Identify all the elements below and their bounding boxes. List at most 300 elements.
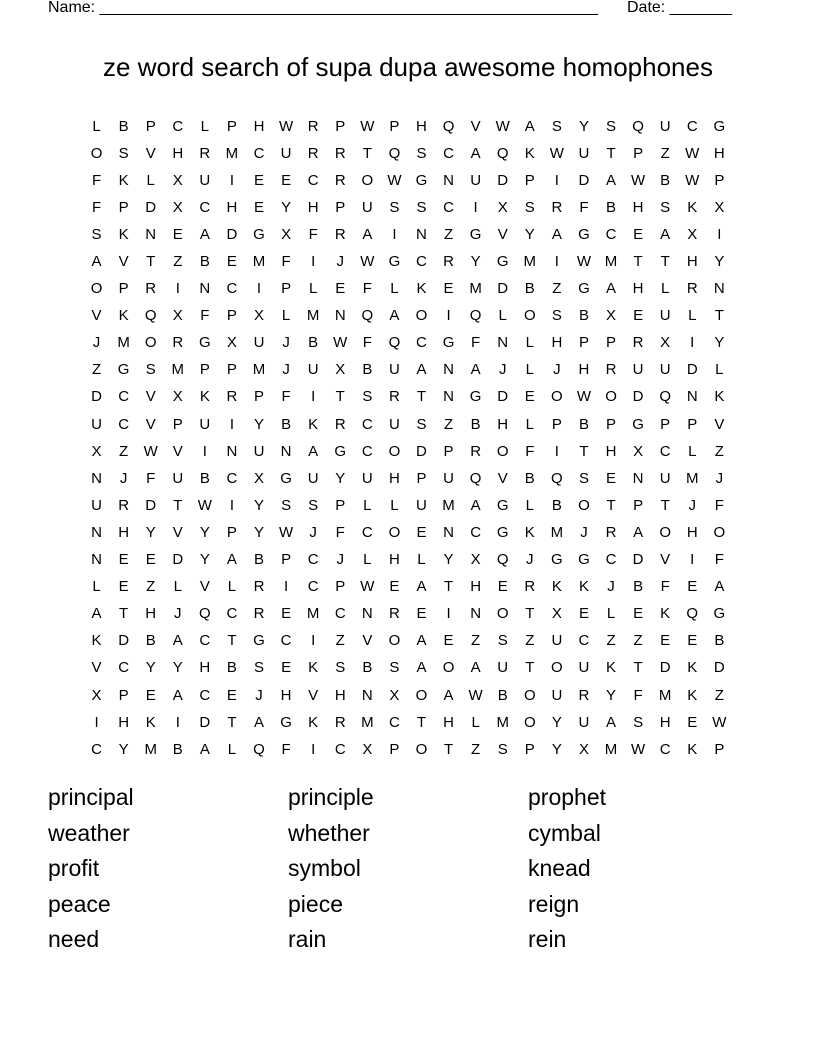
grid-letter: W	[631, 171, 646, 189]
word-list-item: piece	[288, 890, 343, 917]
grid-letter: D	[172, 551, 184, 569]
grid-letter: N	[443, 523, 454, 541]
grid-letter: A	[443, 686, 454, 704]
grid-row	[83, 547, 733, 574]
grid-letter: A	[416, 361, 427, 379]
grid-letter: I	[311, 632, 316, 650]
grid-letter: O	[361, 171, 374, 189]
grid-letter: K	[687, 686, 698, 704]
grid-letter: Q	[199, 605, 211, 623]
grid-letter: L	[661, 280, 670, 298]
grid-letter: W	[143, 442, 158, 460]
grid-letter: X	[172, 307, 183, 325]
grid-letter: Z	[525, 632, 535, 650]
grid-letter: C	[334, 605, 346, 623]
grid-letter: Q	[496, 551, 509, 569]
grid-letter: T	[416, 388, 427, 406]
grid-letter: J	[498, 361, 507, 379]
grid-letter: P	[199, 361, 210, 379]
grid-letter: G	[551, 551, 563, 569]
grid-letter: F	[335, 523, 345, 541]
grid-letter: I	[690, 551, 695, 569]
grid-letter: A	[606, 713, 617, 731]
grid-letter: U	[361, 469, 373, 487]
grid-letter: J	[92, 334, 101, 352]
grid-letter: P	[443, 442, 454, 460]
grid-letter: T	[119, 605, 129, 623]
grid-letter: V	[145, 144, 156, 162]
grid-letter: Z	[119, 442, 129, 460]
grid-letter: H	[713, 144, 725, 162]
name-field-label: Name: ________________________________________________________	[48, 0, 598, 16]
grid-letter: W	[685, 171, 700, 189]
grid-letter: O	[442, 659, 455, 677]
grid-letter: R	[334, 225, 346, 243]
grid-letter: U	[91, 415, 102, 433]
grid-letter: O	[713, 523, 726, 541]
grid-letter: U	[551, 632, 563, 650]
grid-letter: E	[172, 225, 183, 243]
grid-letter: C	[388, 713, 400, 731]
grid-letter: C	[659, 740, 671, 758]
grid-letter: E	[389, 578, 400, 596]
grid-letter: X	[362, 740, 373, 758]
word-list-item: cymbal	[528, 819, 601, 846]
grid-letter: P	[633, 144, 644, 162]
grid-letter: L	[363, 551, 372, 569]
grid-letter: X	[389, 686, 400, 704]
grid-letter: S	[281, 496, 292, 514]
grid-letter: Z	[660, 144, 670, 162]
grid-letter: K	[308, 659, 319, 677]
grid-letter: P	[172, 415, 183, 433]
grid-letter: N	[91, 469, 102, 487]
grid-letter: M	[306, 307, 320, 325]
grid-letter: V	[172, 523, 183, 541]
grid-letter: A	[633, 523, 644, 541]
grid-letter: S	[497, 632, 508, 650]
grid-letter: C	[307, 578, 319, 596]
grid-letter: N	[361, 605, 373, 623]
grid-letter: W	[468, 686, 483, 704]
grid-letter: F	[579, 198, 589, 216]
grid-letter: C	[172, 117, 184, 135]
grid-letter: P	[226, 307, 237, 325]
grid-letter: O	[415, 686, 428, 704]
grid-letter: D	[199, 713, 211, 731]
grid-letter: X	[226, 334, 237, 352]
grid-letter: Q	[469, 307, 482, 325]
grid-letter: G	[469, 388, 482, 406]
grid-letter: C	[199, 686, 211, 704]
grid-letter: N	[226, 442, 238, 460]
grid-row	[83, 438, 733, 465]
grid-letter: R	[307, 144, 319, 162]
word-list-item: prophet	[528, 784, 607, 810]
grid-letter: K	[91, 632, 102, 650]
grid-letter: R	[524, 578, 536, 596]
grid-letter: V	[497, 469, 508, 487]
grid-row	[83, 492, 733, 519]
grid-letter: G	[578, 551, 590, 569]
grid-letter: V	[91, 307, 102, 325]
word-list-item: need	[48, 926, 100, 953]
grid-letter: K	[308, 415, 319, 433]
grid-letter: L	[417, 551, 426, 569]
grid-letter: O	[578, 496, 590, 514]
grid-letter: H	[632, 280, 644, 298]
grid-letter: P	[551, 415, 562, 433]
grid-letter: C	[226, 469, 238, 487]
grid-letter: K	[524, 144, 535, 162]
grid-letter: V	[172, 442, 183, 460]
grid-letter: F	[91, 198, 102, 216]
grid-letter: H	[388, 469, 400, 487]
grid-letter: M	[361, 713, 374, 731]
grid-letter: E	[416, 523, 427, 541]
grid-letter: J	[336, 253, 344, 271]
grid-letter: P	[389, 117, 400, 135]
grid-letter: A	[416, 659, 427, 677]
grid-letter: R	[334, 144, 346, 162]
grid-letter: E	[281, 171, 292, 189]
grid-letter: P	[118, 280, 129, 298]
grid-row	[83, 167, 733, 194]
grid-letter: B	[660, 171, 671, 189]
grid-letter: S	[118, 144, 129, 162]
grid-letter: X	[578, 740, 589, 758]
grid-letter: T	[606, 144, 616, 162]
grid-letter: U	[632, 361, 644, 379]
grid-letter: P	[335, 117, 346, 135]
grid-letter: H	[659, 713, 671, 731]
grid-letter: J	[119, 469, 128, 487]
grid-letter: T	[714, 307, 724, 325]
grid-letter: S	[578, 469, 589, 487]
grid-letter: Q	[496, 144, 509, 162]
grid-letter: F	[281, 740, 291, 758]
grid-letter: O	[388, 523, 401, 541]
grid-letter: D	[686, 361, 698, 379]
grid-letter: P	[714, 171, 725, 189]
grid-letter: V	[199, 578, 210, 596]
grid-letter: N	[145, 225, 157, 243]
grid-letter: C	[118, 659, 130, 677]
grid-letter: X	[470, 551, 481, 569]
grid-letter: M	[117, 334, 130, 352]
grid-letter: T	[362, 144, 372, 162]
grid-letter: M	[171, 361, 185, 379]
word-list-item: whether	[288, 819, 370, 846]
grid-letter: F	[281, 388, 291, 406]
grid-letter: I	[446, 605, 451, 623]
grid-letter: I	[202, 442, 207, 460]
grid-letter: J	[336, 551, 344, 569]
grid-letter: P	[335, 198, 346, 216]
grid-letter: N	[497, 334, 509, 352]
grid-letter: V	[118, 253, 129, 271]
grid-letter: T	[227, 632, 237, 650]
grid-letter: C	[416, 334, 427, 352]
grid-letter: R	[443, 253, 454, 271]
grid-letter: H	[118, 713, 130, 731]
grid-letter: L	[525, 496, 534, 514]
grid-letter: J	[607, 578, 615, 596]
grid-letter: B	[145, 632, 156, 650]
grid-letter: X	[497, 198, 508, 216]
grid-letter: P	[714, 740, 725, 758]
grid-letter: H	[199, 659, 211, 677]
grid-letter: E	[226, 686, 237, 704]
grid-letter: T	[633, 253, 643, 271]
grid-letter: M	[225, 144, 239, 162]
grid-letter: C	[605, 551, 617, 569]
grid-letter: L	[525, 415, 534, 433]
grid-row	[83, 682, 733, 709]
grid-letter: E	[633, 605, 644, 623]
grid-letter: C	[470, 523, 482, 541]
grid-letter: U	[578, 659, 590, 677]
grid-letter: Y	[145, 523, 156, 541]
grid-letter: M	[686, 469, 699, 487]
grid-letter: M	[523, 253, 537, 271]
grid-letter: P	[226, 117, 237, 135]
grid-letter: S	[497, 740, 508, 758]
grid-letter: Z	[443, 225, 454, 243]
grid-letter: O	[496, 442, 509, 460]
grid-letter: P	[226, 523, 237, 541]
grid-letter: X	[714, 198, 725, 216]
grid-row	[83, 736, 733, 763]
grid-letter: J	[174, 605, 182, 623]
grid-letter: P	[687, 415, 698, 433]
date-field-label: Date: _______	[627, 0, 732, 16]
grid-letter: Q	[361, 307, 374, 325]
grid-letter: G	[253, 225, 265, 243]
grid-row	[83, 194, 733, 221]
grid-letter: M	[604, 253, 618, 271]
grid-letter: E	[687, 578, 698, 596]
grid-letter: K	[660, 605, 671, 623]
grid-letter: V	[714, 415, 725, 433]
grid-letter: C	[307, 171, 319, 189]
grid-letter: U	[199, 171, 211, 189]
grid-letter: P	[389, 740, 400, 758]
grid-letter: F	[362, 280, 372, 298]
grid-letter: G	[713, 605, 726, 623]
grid-letter: X	[91, 442, 102, 460]
grid-letter: P	[633, 496, 644, 514]
grid-letter: Q	[388, 334, 401, 352]
grid-letter: F	[91, 171, 102, 189]
grid-letter: U	[659, 117, 671, 135]
grid-letter: U	[443, 469, 454, 487]
grid-letter: R	[470, 442, 482, 460]
grid-letter: R	[388, 388, 400, 406]
grid-letter: Y	[524, 225, 535, 243]
grid-letter: A	[91, 253, 102, 271]
grid-row	[83, 357, 733, 384]
grid-letter: L	[92, 578, 101, 596]
grid-letter: N	[361, 686, 373, 704]
grid-letter: J	[688, 496, 696, 514]
grid-letter: W	[360, 253, 375, 271]
grid-letter: E	[633, 225, 644, 243]
grid-letter: N	[686, 388, 698, 406]
grid-row	[83, 519, 733, 546]
grid-letter: C	[118, 388, 130, 406]
grid-letter: H	[686, 253, 698, 271]
grid-letter: I	[284, 578, 289, 596]
grid-letter: A	[389, 307, 400, 325]
grid-letter: B	[254, 551, 265, 569]
grid-letter: E	[254, 171, 265, 189]
word-list-item: peace	[48, 890, 111, 917]
grid-letter: D	[713, 659, 725, 677]
grid-letter: E	[118, 551, 129, 569]
grid-letter: Y	[172, 659, 183, 677]
grid-letter: I	[175, 280, 180, 298]
grid-letter: C	[361, 415, 373, 433]
grid-letter: Y	[145, 659, 156, 677]
grid-letter: C	[226, 280, 238, 298]
grid-letter: Z	[471, 632, 481, 650]
grid-letter: L	[227, 578, 237, 596]
grid-letter: Z	[552, 280, 562, 298]
grid-letter: B	[551, 496, 562, 514]
grid-letter: H	[497, 415, 509, 433]
grid-row	[83, 411, 733, 438]
word-list-item: symbol	[288, 855, 361, 882]
grid-letter: P	[606, 415, 617, 433]
grid-letter: X	[91, 686, 102, 704]
grid-letter: U	[497, 659, 509, 677]
grid-letter: Q	[686, 605, 699, 623]
grid-letter: U	[361, 198, 373, 216]
grid-letter: E	[254, 198, 265, 216]
grid-letter: R	[334, 415, 346, 433]
grid-letter: G	[388, 253, 401, 271]
grid-letter: X	[633, 442, 644, 460]
grid-letter: S	[416, 144, 427, 162]
grid-letter: C	[686, 117, 698, 135]
grid-letter: R	[551, 198, 563, 216]
word-list-item: weather	[48, 819, 130, 846]
grid-letter: J	[553, 361, 561, 379]
grid-letter: V	[362, 632, 373, 650]
grid-letter: N	[713, 280, 725, 298]
grid-letter: X	[254, 307, 265, 325]
grid-letter: V	[660, 551, 671, 569]
grid-letter: P	[254, 388, 265, 406]
grid-letter: F	[146, 469, 156, 487]
grid-letter: G	[713, 117, 726, 135]
grid-letter: D	[118, 632, 130, 650]
grid-row	[83, 628, 733, 655]
grid-letter: N	[91, 523, 102, 541]
grid-letter: C	[253, 144, 265, 162]
grid-letter: C	[416, 253, 427, 271]
grid-letter: A	[606, 280, 617, 298]
grid-letter: E	[687, 713, 698, 731]
grid-letter: I	[175, 713, 180, 731]
grid-letter: C	[578, 632, 590, 650]
grid-letter: O	[523, 686, 536, 704]
grid-letter: K	[687, 659, 698, 677]
grid-letter: L	[308, 280, 318, 298]
word-list-item: rain	[288, 926, 327, 953]
grid-letter: I	[311, 388, 316, 406]
word-list-item: rein	[528, 926, 567, 953]
grid-letter: V	[470, 117, 481, 135]
grid-letter: K	[145, 713, 156, 731]
grid-letter: P	[578, 334, 589, 352]
grid-letter: S	[606, 117, 617, 135]
grid-letter: K	[199, 388, 210, 406]
grid-letter: R	[253, 578, 265, 596]
grid-letter: W	[549, 144, 564, 162]
grid-letter: A	[470, 496, 481, 514]
grid-letter: S	[551, 117, 562, 135]
grid-letter: V	[91, 659, 102, 677]
grid-letter: T	[227, 713, 237, 731]
grid-letter: S	[254, 659, 265, 677]
grid-letter: B	[172, 740, 183, 758]
grid-letter: E	[660, 632, 671, 650]
grid-letter: Q	[144, 307, 157, 325]
grid-letter: E	[416, 605, 427, 623]
grid-letter: R	[307, 117, 319, 135]
grid-letter: Q	[253, 740, 265, 758]
grid-letter: X	[281, 225, 292, 243]
grid-letter: E	[226, 253, 237, 271]
grid-letter: G	[442, 334, 455, 352]
grid-letter: K	[551, 578, 562, 596]
grid-letter: C	[199, 198, 211, 216]
grid-letter: W	[685, 144, 700, 162]
grid-letter: C	[361, 523, 373, 541]
grid-letter: A	[470, 144, 481, 162]
grid-letter: N	[334, 307, 346, 325]
grid-row	[83, 601, 733, 628]
grid-letter: V	[145, 415, 156, 433]
grid-letter: Q	[551, 469, 563, 487]
grid-letter: Y	[606, 686, 617, 704]
grid-letter: A	[172, 632, 183, 650]
grid-letter: L	[390, 280, 399, 298]
grid-letter: G	[578, 225, 590, 243]
grid-row	[83, 221, 733, 248]
grid-letter: I	[473, 198, 478, 216]
grid-letter: T	[660, 253, 670, 271]
grid-letter: O	[388, 632, 401, 650]
grid-letter: P	[524, 740, 535, 758]
word-list-item: reign	[528, 890, 580, 917]
grid-letter: W	[631, 740, 646, 758]
grid-letter: B	[308, 334, 319, 352]
grid-letter: C	[334, 740, 346, 758]
grid-letter: G	[253, 632, 265, 650]
grid-letter: I	[690, 334, 695, 352]
grid-letter: S	[308, 496, 319, 514]
grid-letter: N	[416, 225, 427, 243]
grid-letter: P	[524, 171, 535, 189]
grid-letter: Z	[146, 578, 156, 596]
grid-letter: Y	[199, 551, 210, 569]
grid-letter: U	[172, 469, 184, 487]
grid-letter: G	[117, 361, 130, 379]
grid-letter: F	[525, 442, 535, 460]
